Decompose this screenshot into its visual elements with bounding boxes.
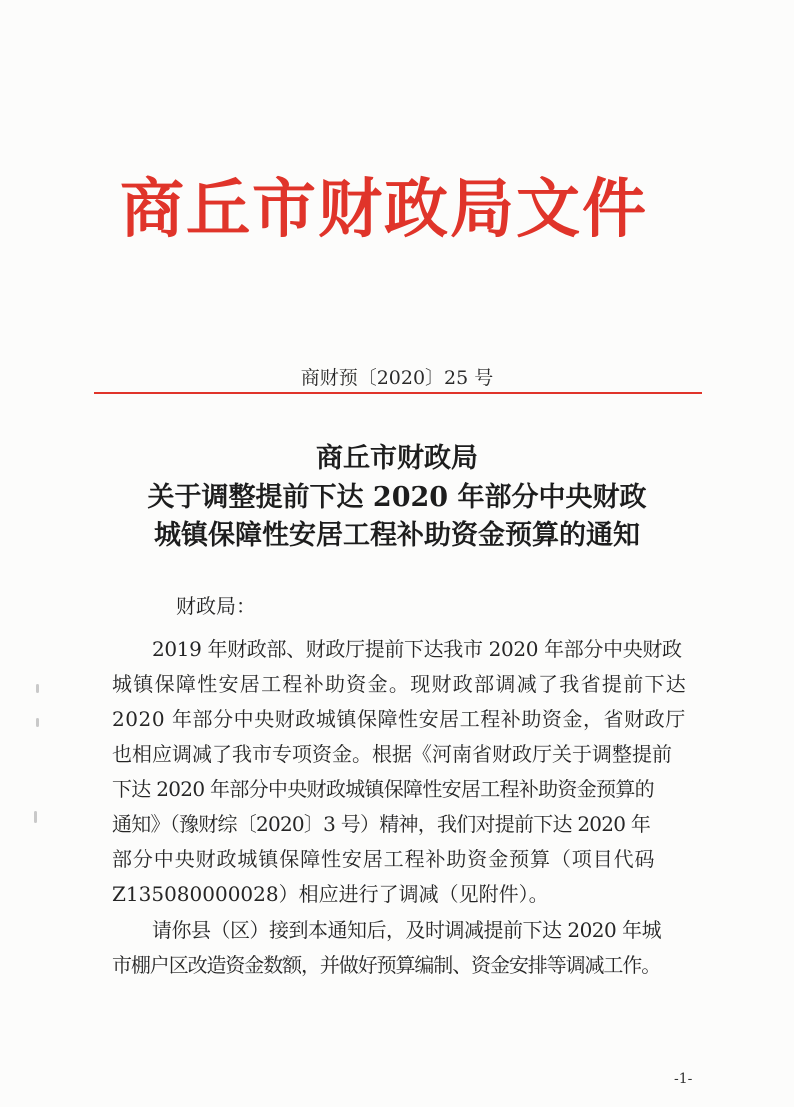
notice-title-line-1: 商丘市财政局 xyxy=(316,443,478,474)
body-line: 请你县（区）接到本通知后，及时调减提前下达 2020 年城 xyxy=(152,918,662,942)
body-line: 通知》（豫财综〔2020〕3 号）精神，我们对提前下达 2020 年 xyxy=(112,812,651,836)
document-header-title: 商丘市财政局文件 xyxy=(120,172,648,247)
body-line: 部分中央财政城镇保障性安居工程补助资金预算（项目代码 xyxy=(112,847,656,871)
body-line: 城镇保障性安居工程补助资金。现财政部调减了我省提前下达 xyxy=(112,672,688,696)
red-divider-line xyxy=(94,392,702,394)
body-line: 2019 年财政部、财政厅提前下达我市 2020 年部分中央财政 xyxy=(152,637,682,661)
notice-title-line-3: 城镇保障性安居工程补助资金预算的通知 xyxy=(154,520,640,551)
scan-speck xyxy=(36,684,39,693)
notice-title-line-2: 关于调整提前下达 2020 年部分中央财政 xyxy=(147,482,647,513)
page-number: -1- xyxy=(674,1071,693,1087)
scan-speck xyxy=(34,811,37,823)
document-number: 商财预〔2020〕25 号 xyxy=(300,367,494,389)
salutation: 财政局： xyxy=(176,594,256,618)
body-line: 也相应调减了我市专项资金。根据《河南省财政厅关于调整提前 xyxy=(112,742,672,766)
body-line: Z135080000028）相应进行了调减（见附件）。 xyxy=(112,882,549,906)
body-line: 2020 年部分中央财政城镇保障性安居工程补助资金，省财政厅 xyxy=(112,707,686,731)
scan-speck xyxy=(36,718,39,727)
body-line: 下达 2020 年部分中央财政城镇保障性安居工程补助资金预算的 xyxy=(112,777,654,801)
body-line: 市棚户区改造资金数额，并做好预算编制、资金安排等调减工作。 xyxy=(112,953,661,977)
